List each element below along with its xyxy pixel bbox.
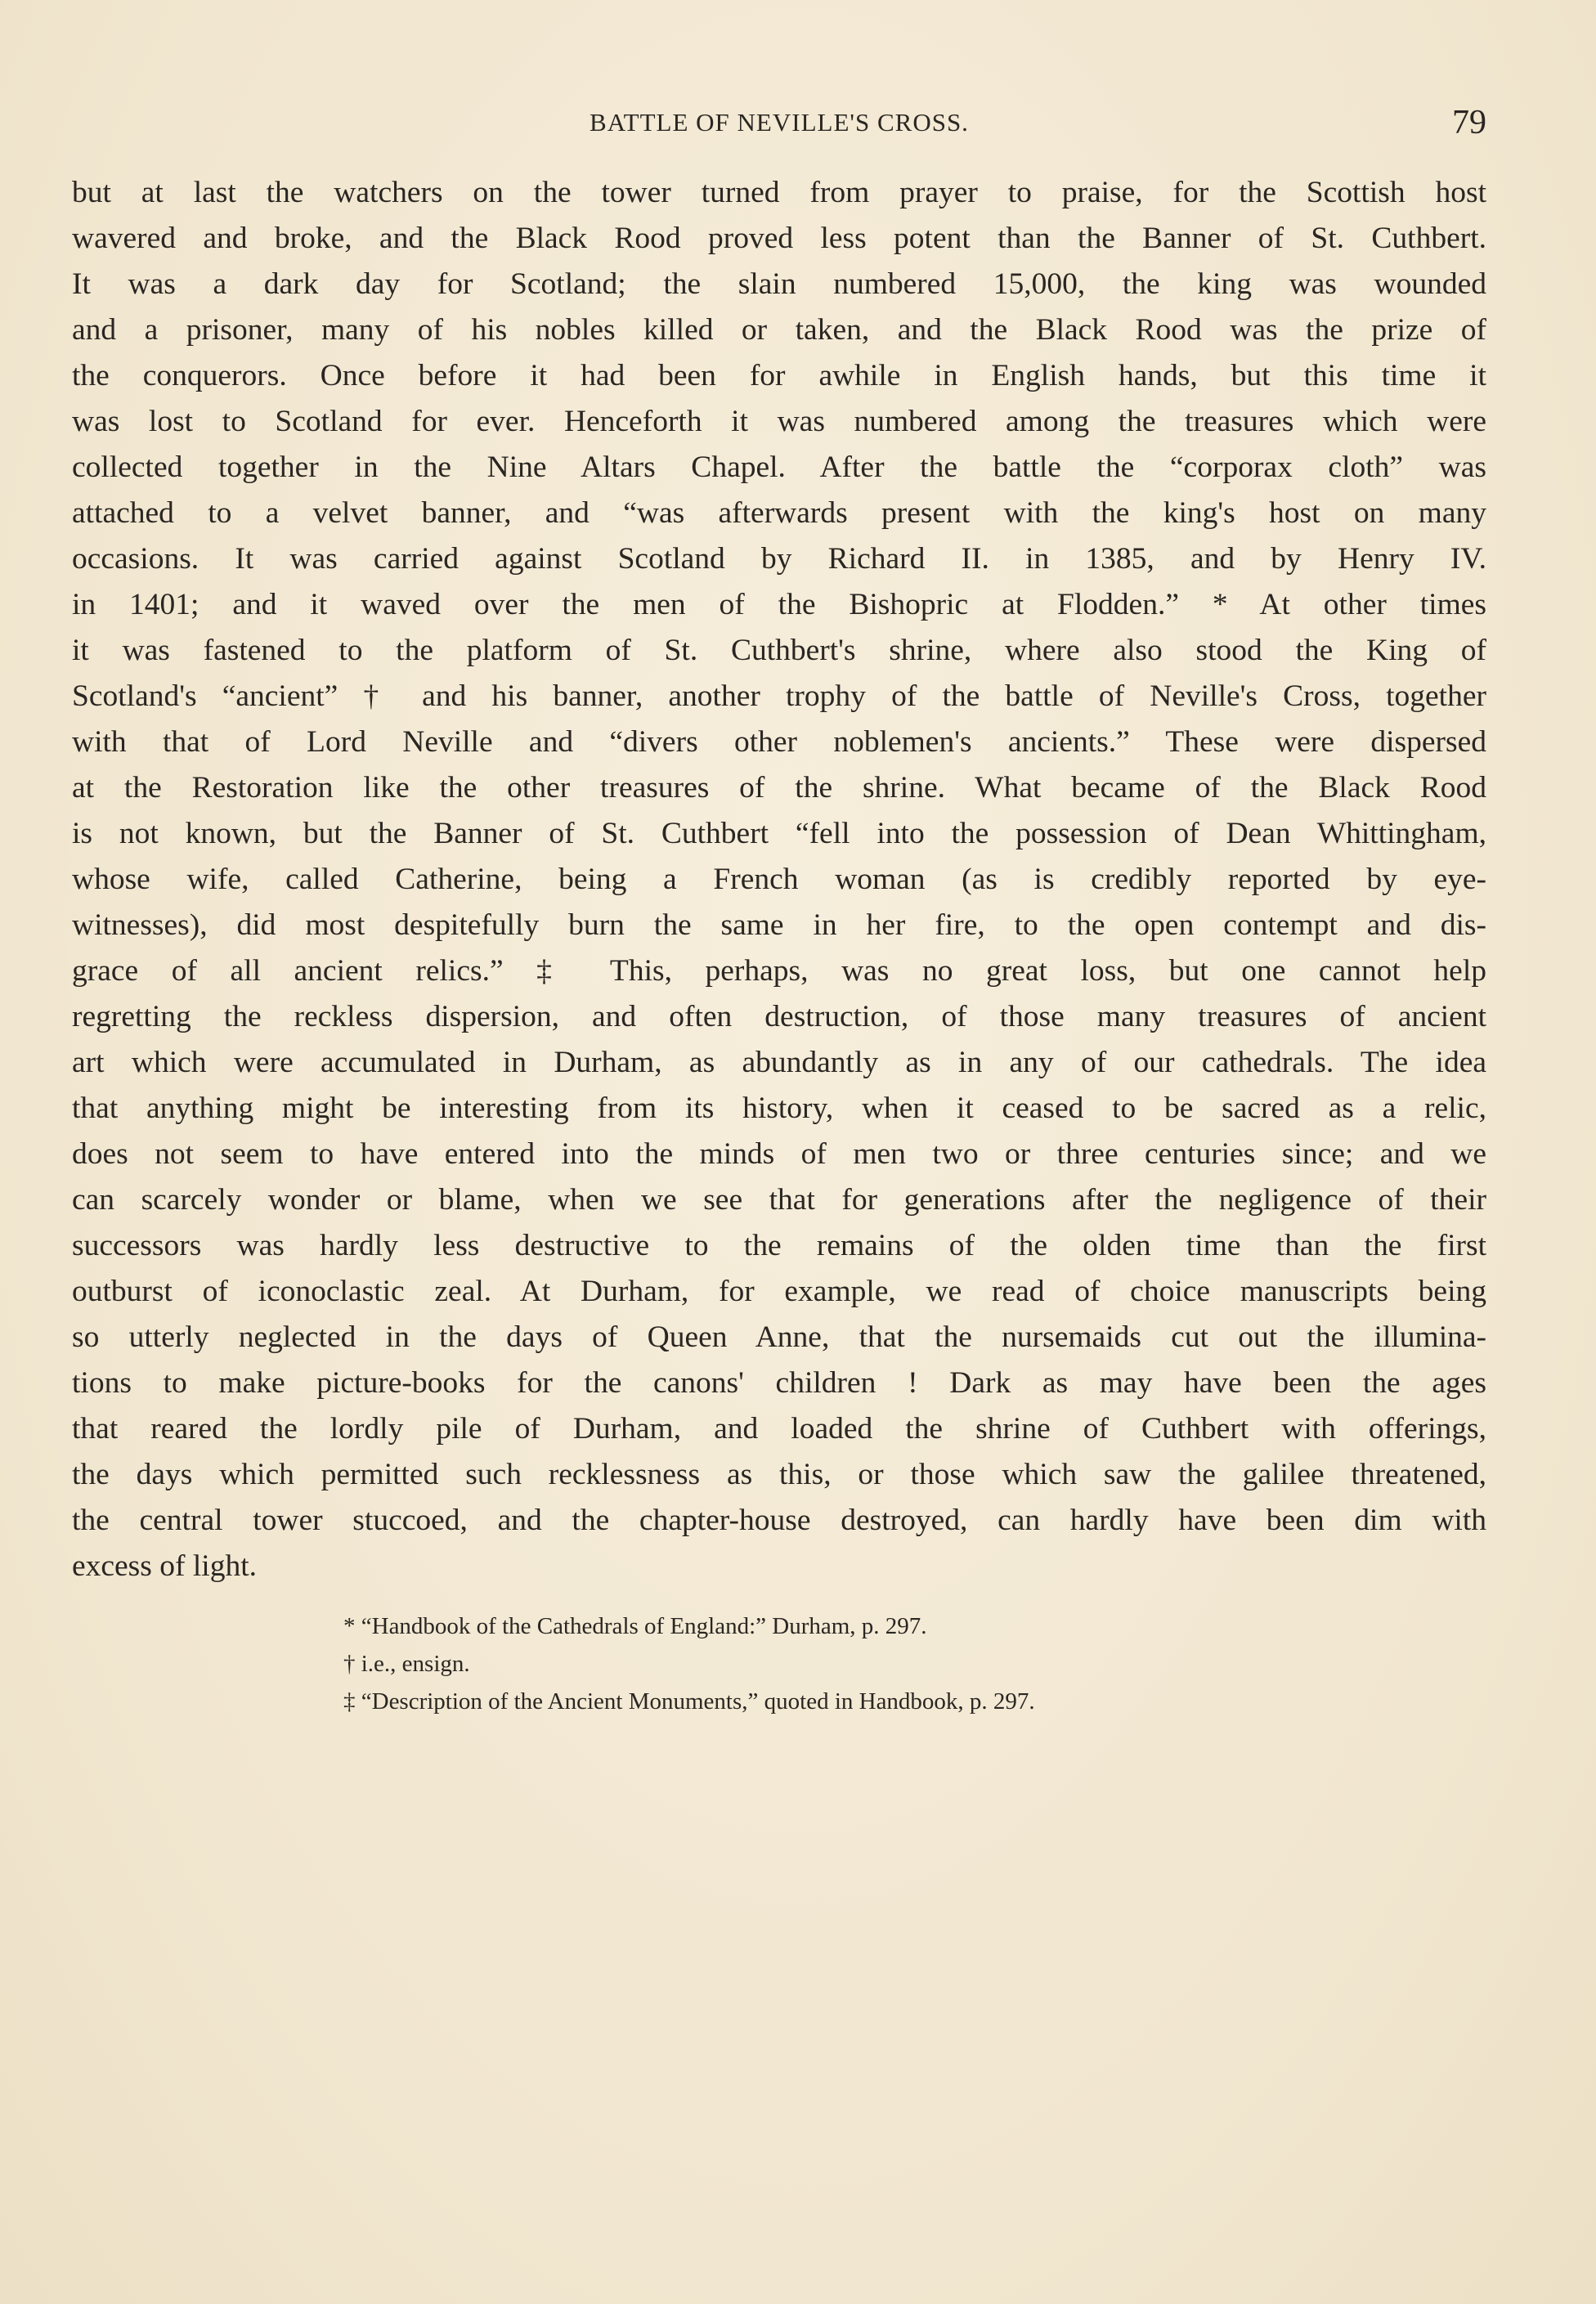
text-line: can scarcely wonder or blame, when we see that for generations after the negligence of their bbox=[72, 1183, 1486, 1217]
text-line: attached to a velvet banner, and “was afterwards present with the king's host on many bbox=[72, 496, 1486, 530]
text-line: that anything might be interesting from its history, when it ceased to be sacred as a relic, bbox=[72, 1091, 1486, 1125]
text-line: outburst of iconoclastic zeal. At Durham, for example, we read of choice manuscripts being bbox=[72, 1275, 1486, 1308]
text-line: wavered and broke, and the Black Rood proved less potent than the Banner of St. Cuthbert. bbox=[72, 222, 1486, 255]
text-line: and a prisoner, many of his nobles killed or taken, and the Black Rood was the prize of bbox=[72, 313, 1486, 347]
footnote: † i.e., ensign. bbox=[343, 1651, 470, 1677]
body-paragraph bbox=[72, 170, 1486, 1589]
text-line: tions to make picture-books for the canons' children ! Dark as may have been the ages bbox=[72, 1366, 1486, 1400]
text-line: excess of light. bbox=[72, 1549, 257, 1583]
text-line: in 1401; and it waved over the men of the Bishopric at Flodden.” * At other times bbox=[72, 588, 1486, 621]
text-line: with that of Lord Neville and “divers other noblemen's ancients.” These were dispersed bbox=[72, 725, 1486, 759]
text-line: Scotland's “ancient” † and his banner, another trophy of the battle of Neville's Cross, together bbox=[72, 679, 1486, 713]
running-head bbox=[72, 103, 1486, 146]
text-line: whose wife, called Catherine, being a French woman (as is credibly reported by eye- bbox=[72, 863, 1486, 896]
footnote: ‡ “Description of the Ancient Monuments,” quoted in Handbook, p. 297. bbox=[343, 1688, 1035, 1715]
text-line: does not seem to have entered into the minds of men two or three centuries since; and we bbox=[72, 1137, 1486, 1171]
text-line: is not known, but the Banner of St. Cuthbert “fell into the possession of Dean Whittingham, bbox=[72, 817, 1486, 850]
text-line: at the Restoration like the other treasures of the shrine. What became of the Black Rood bbox=[72, 771, 1486, 805]
text-line: that reared the lordly pile of Durham, and loaded the shrine of Cuthbert with offerings, bbox=[72, 1412, 1486, 1446]
running-title: BATTLE OF NEVILLE'S CROSS. bbox=[590, 108, 969, 137]
text-line: so utterly neglected in the days of Queen Anne, that the nursemaids cut out the illumina- bbox=[72, 1320, 1486, 1354]
text-line: it was fastened to the platform of St. Cuthbert's shrine, where also stood the King of bbox=[72, 634, 1486, 667]
footnotes bbox=[343, 1607, 1406, 1720]
text-line: regretting the reckless dispersion, and often destruction, of those many treasures of ancient bbox=[72, 1000, 1486, 1033]
footnote: * “Handbook of the Cathedrals of England:” Durham, p. 297. bbox=[343, 1613, 927, 1639]
page-number: 79 bbox=[1452, 104, 1486, 141]
text-line: but at last the watchers on the tower turned from prayer to praise, for the Scottish host bbox=[72, 176, 1486, 209]
text-line: It was a dark day for Scotland; the slain numbered 15,000, the king was wounded bbox=[72, 267, 1486, 301]
text-line: occasions. It was carried against Scotland by Richard II. in 1385, and by Henry IV. bbox=[72, 542, 1486, 576]
text-line: the central tower stuccoed, and the chapter-house destroyed, can hardly have been dim with bbox=[72, 1504, 1486, 1537]
text-line: collected together in the Nine Altars Chapel. After the battle the “corporax cloth” was bbox=[72, 450, 1486, 484]
text-line: was lost to Scotland for ever. Henceforth it was numbered among the treasures which were bbox=[72, 405, 1486, 438]
text-line: successors was hardly less destructive to the remains of the olden time than the first bbox=[72, 1229, 1486, 1262]
text-line: the days which permitted such recklessness as this, or those which saw the galilee threatened, bbox=[72, 1458, 1486, 1491]
text-line: grace of all ancient relics.” ‡ This, perhaps, was no great loss, but one cannot help bbox=[72, 954, 1486, 988]
text-line: art which were accumulated in Durham, as abundantly as in any of our cathedrals. The idea bbox=[72, 1046, 1486, 1079]
text-line: the conquerors. Once before it had been for awhile in English hands, but this time it bbox=[72, 359, 1486, 392]
text-line: witnesses), did most despitefully burn the same in her fire, to the open contempt and dis- bbox=[72, 908, 1486, 942]
